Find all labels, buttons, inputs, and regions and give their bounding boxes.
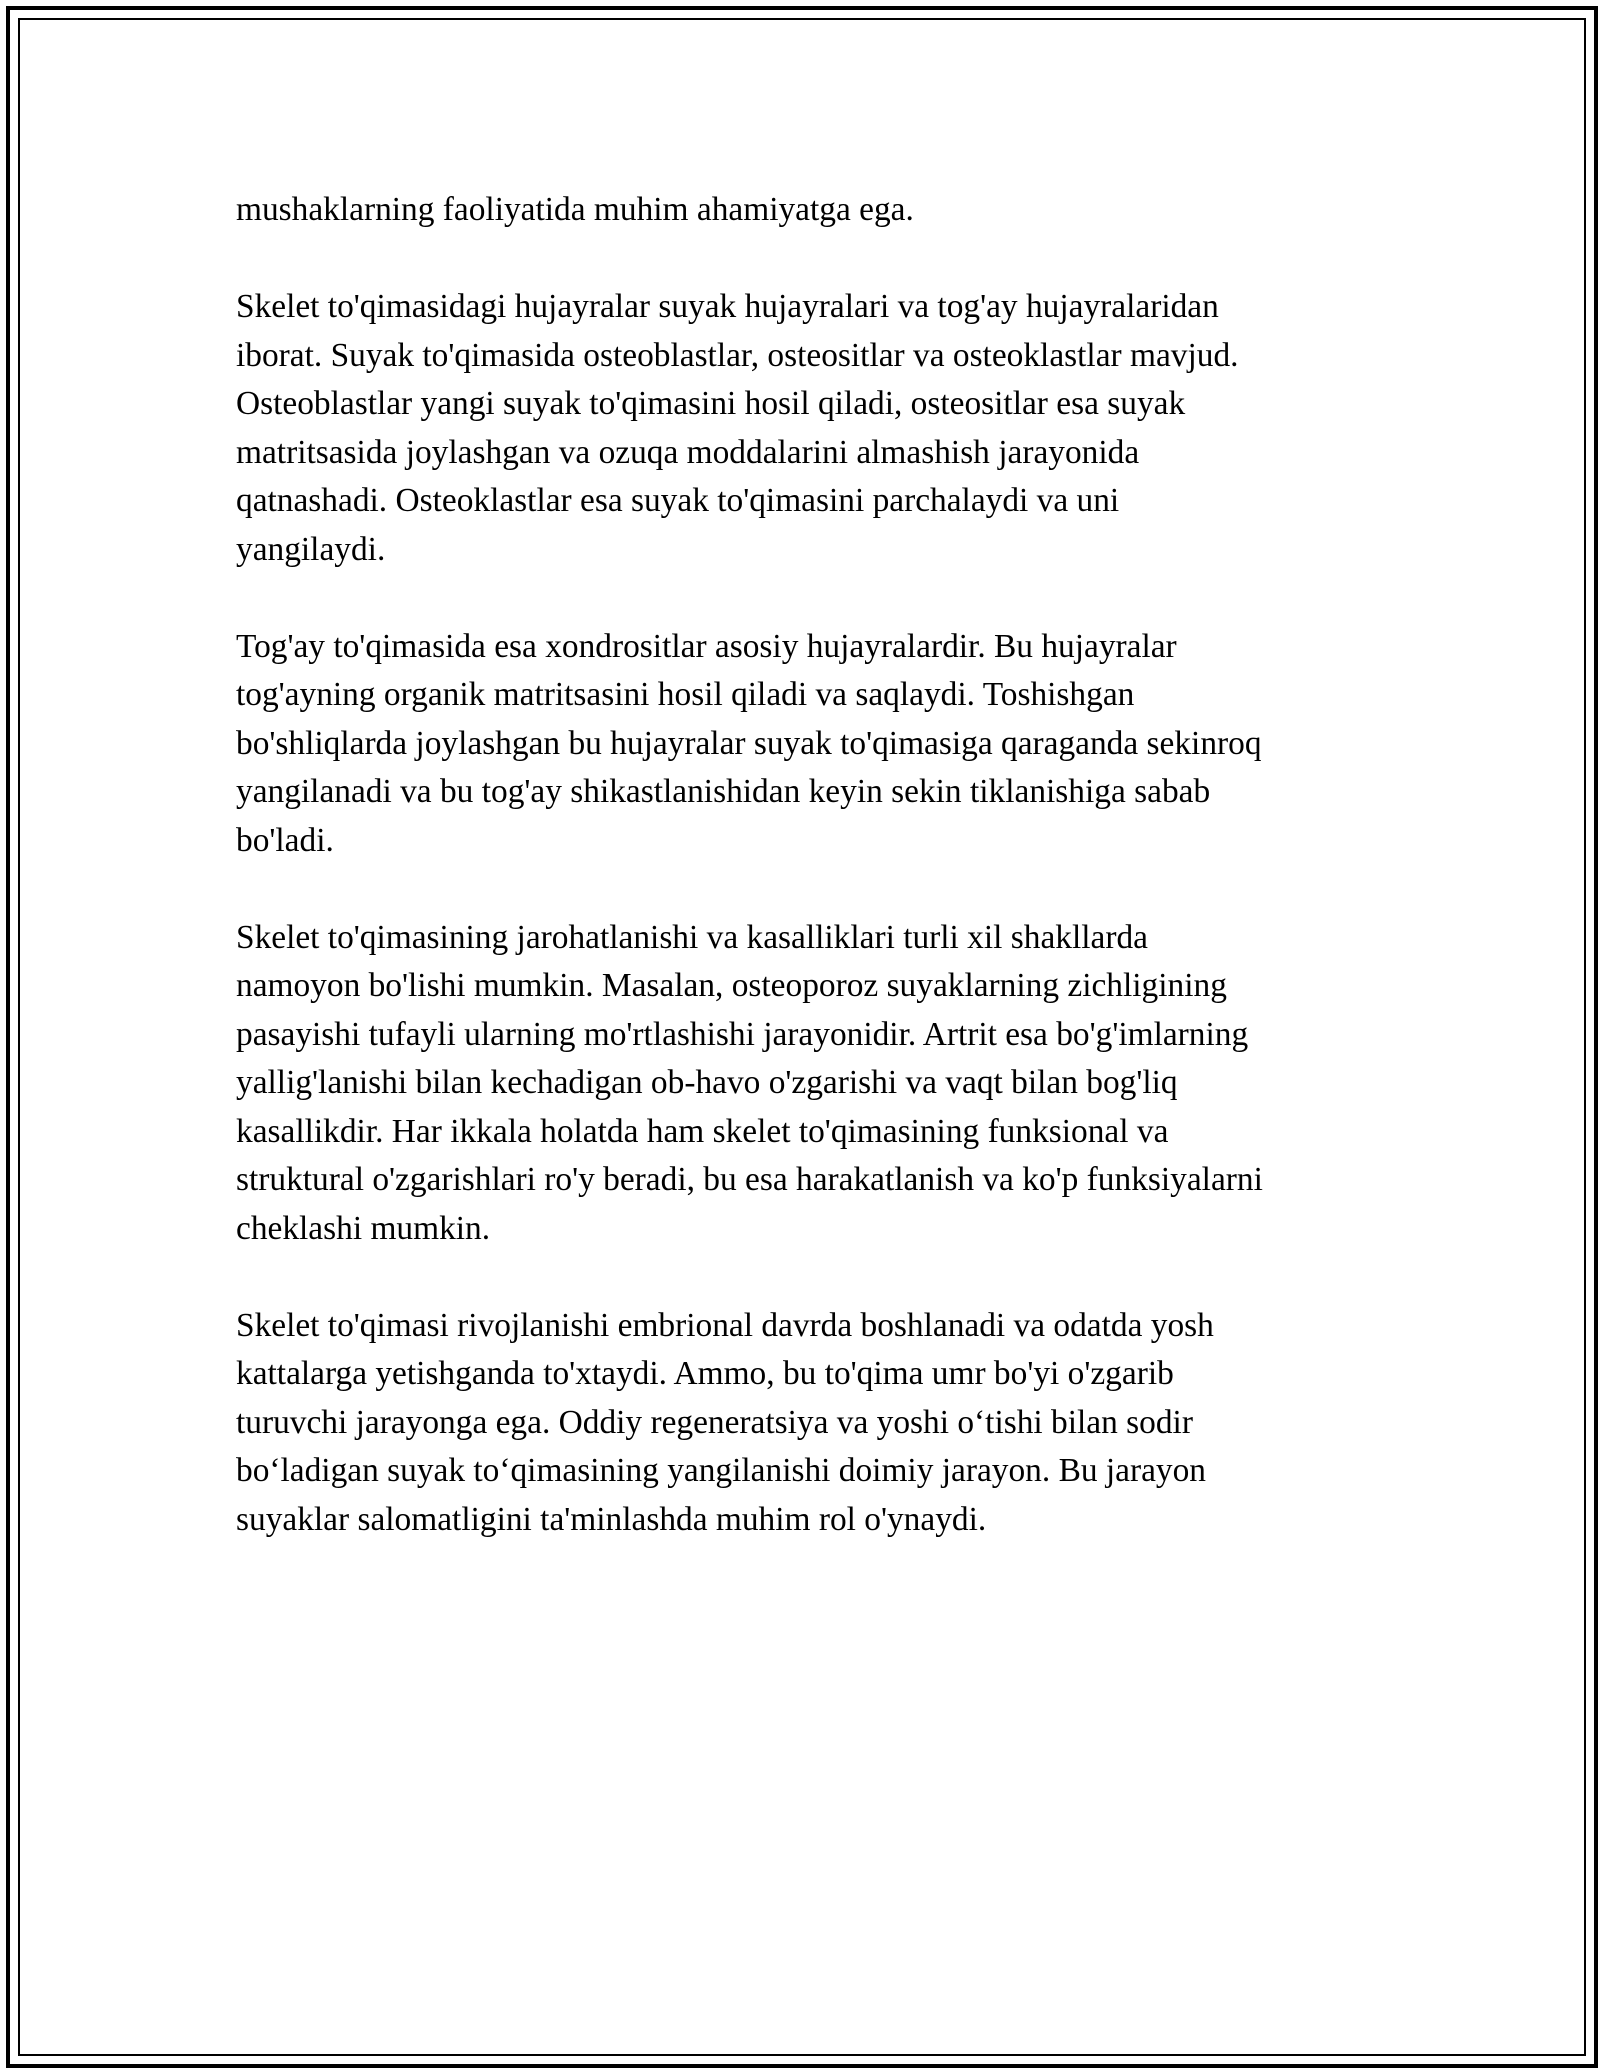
paragraph-1: mushaklarning faoliyatida muhim ahamiyatga ega. [236, 191, 914, 228]
paragraph-5: Skelet to'qimasi rivojlanishi embrional davrda boshlanadi va odatda yosh kattalarga yetishganda to'xtaydi. Ammo, bu to'qima umr bo'yi o'zgarib turuvchi jarayonga ega. Oddiy regeneratsiya va yoshi o‘tishi bilan sodir bo‘ladigan suyak to‘qimasining yangilanishi doimiy jarayon. Bu jarayon suyaklar salomatligini ta'minlashda muhim rol o'ynaydi. [236, 1306, 1214, 1538]
paragraph-3: Tog'ay to'qimasida esa xondrositlar asosiy hujayralardir. Bu hujayralar tog'ayning organik matritsasini hosil qiladi va saqlaydi. Toshishgan bo'shliqlarda joylashgan bu hujayralar suyak to'qimasiga qaraganda sekinroq yangilanadi va bu tog'ay shikastlanishidan keyin sekin tiklanishiga sabab bo'ladi. [236, 627, 1262, 859]
paragraph-4: Skelet to'qimasining jarohatlanishi va kasalliklari turli xil shakllarda namoyon bo'lishi mumkin. Masalan, osteoporoz suyaklarning zichligining pasayishi tufayli ularning mo'rtlashishi jarayonidir. Artrit esa bo'g'imlarning yallig'lanishi bilan kechadigan ob-havo o'zgarishi va vaqt bilan bog'liq kasallikdir. Har ikkala holatda ham skelet to'qimasining funksional va struktural o'zgarishlari ro'y beradi, bu esa harakatlanish va ko'p funksiyalarni cheklashi mumkin. [236, 918, 1263, 1247]
document-body [236, 186, 1376, 1593]
paragraph-2: Skelet to'qimasidagi hujayralar suyak hujayralari va tog'ay hujayralaridan iborat. Suyak to'qimasida osteoblastlar, osteositlar va osteoklastlar mavjud. Osteoblastlar yangi suyak to'qimasini hosil qiladi, osteositlar esa suyak matritsasida joylashgan va ozuqa moddalarini almashish jarayonida qatnashadi. Osteoklastlar esa suyak to'qimasini parchalaydi va uni yangilaydi. [236, 288, 1239, 568]
